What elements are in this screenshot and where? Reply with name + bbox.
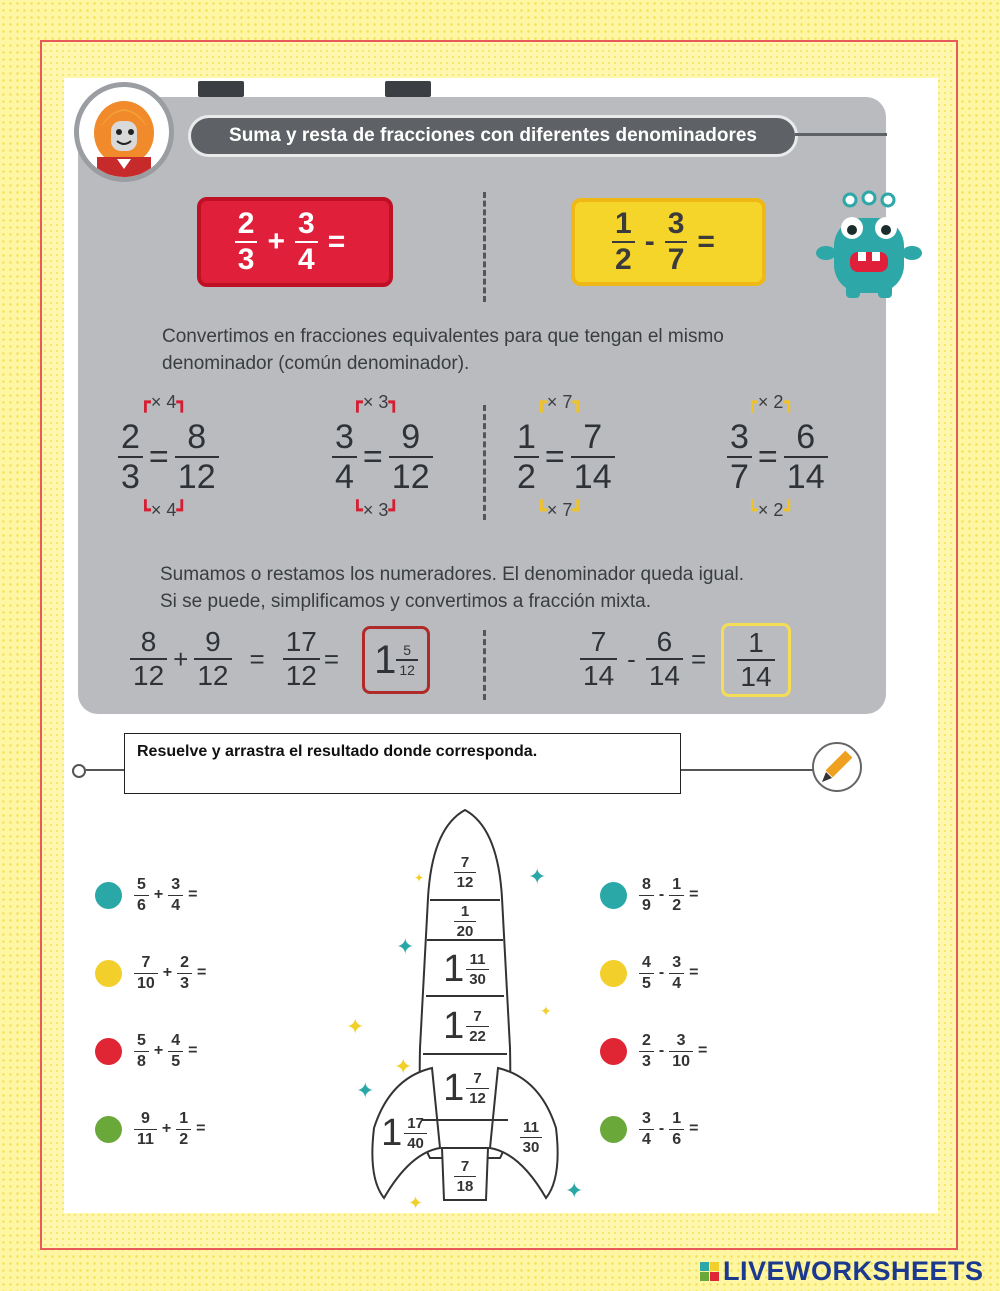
fraction: $\frac{3}{7}$ [727,420,752,494]
fraction: $\frac{17}{12}$ [283,628,320,690]
sparkle-icon: ✦ [396,934,415,959]
fraction: $\frac{7}{14}$ [580,628,617,690]
sparkle-icon: ✦ [346,1014,365,1039]
color-dot [95,960,122,987]
fraction: $\frac{8}{12}$ [130,628,167,690]
fraction: $\frac{9}{12}$ [194,628,231,690]
instruction-equivalents [162,323,724,377]
rocket-slot-bottom[interactable]: $\frac{7}{18}$ [446,1152,484,1200]
instruction-line: Sumamos o restamos los numeradores. El denominador queda igual. [160,564,745,585]
sparkle-icon: ✦ [540,1003,552,1019]
instruction-line: Convertimos en fracciones equivalentes para que tengan el mismo [162,326,724,347]
equivalent-fraction-1: ┏× 4┓ $\frac{2}{3}$ = $\frac{8}{12}$ ┗× 4┛ [118,392,248,527]
sparkle-icon: ✦ [528,864,547,889]
fraction: $\frac{3}{4}$ [332,420,357,494]
rocket-slot-1[interactable]: $\frac{7}{12}$ [445,848,485,896]
fraction: $\frac{6}{14}$ [646,628,683,690]
monster-mascot-icon [812,188,927,308]
exercise-item[interactable]: $\frac{5}{8}$ + $\frac{4}{5}$ = [95,1012,211,1090]
instruction-line: denominador (común denominador). [162,353,470,374]
color-dot [600,1116,627,1143]
logo-mark-icon [700,1262,719,1281]
color-dot [600,1038,627,1065]
rocket-slot-fin-left[interactable]: 1 $\frac{17}{40}$ [374,1104,434,1162]
sparkle-icon: ✦ [565,1178,584,1203]
rocket-slot-3[interactable]: 1 $\frac{11}{30}$ [430,942,502,996]
exercise-item[interactable]: $\frac{2}{3}$ - $\frac{3}{10}$ = [600,1012,712,1090]
color-dot [95,882,122,909]
divider [483,192,486,302]
exercise-item[interactable]: $\frac{4}{5}$ - $\frac{3}{4}$ = [600,934,712,1012]
sum-answer-box: 1 $\frac{5}{12}$ [362,626,430,694]
exercise-list-sums [95,856,211,1168]
lesson-title: Suma y resta de fracciones con diferentes denominadores [188,115,798,157]
rule-line [86,769,124,771]
fraction: $\frac{1}{2}$ [514,420,539,494]
liveworksheets-logo[interactable] [700,1256,984,1287]
subtraction-problem-card [571,198,766,286]
equivalent-fraction-3: ┏× 7┓ $\frac{1}{2}$ = $\frac{7}{14}$ ┗× 7┛ [514,392,644,527]
rocket-slot-2[interactable]: $\frac{1}{20}$ [445,902,485,940]
equivalent-fraction-2: ┏× 3┓ $\frac{3}{4}$ = $\frac{9}{12}$ ┗× 3┛ [332,392,462,527]
divider [483,630,486,700]
equals-sign: = [697,225,715,258]
exercise-item[interactable]: $\frac{3}{4}$ - $\frac{1}{6}$ = [600,1090,712,1168]
rocket-slot-5[interactable]: 1 $\frac{7}{12}$ [430,1058,502,1118]
fraction: $\frac{9}{12}$ [389,420,433,494]
fraction: $\frac{2}{3}$ [118,420,143,494]
pencil-icon [812,742,862,792]
teacher-avatar [74,82,174,182]
binder-clip-left [198,81,244,97]
equivalent-fraction-4: ┏× 2┓ $\frac{3}{7}$ = $\frac{6}{14}$ ┗× 2┛ [727,392,857,527]
color-dot [600,882,627,909]
exercise-item[interactable]: $\frac{7}{10}$ + $\frac{2}{3}$ = [95,934,211,1012]
fraction: $\frac{3}{7}$ [665,209,688,275]
subtraction-result-row: $\frac{7}{14}$ - $\frac{6}{14}$ = [580,628,714,690]
instruction-operate [160,561,744,615]
logo-text: LIVEWORKSHEETS [723,1256,984,1286]
subtraction-answer-box: $\frac{1}{14}$ [721,623,791,697]
divider [483,405,486,520]
fraction: $\frac{6}{14}$ [784,420,828,494]
title-rule [795,133,887,136]
color-dot [95,1038,122,1065]
rocket-slot-4[interactable]: 1 $\frac{7}{22}$ [430,998,502,1054]
exercise-item[interactable]: $\frac{5}{6}$ + $\frac{3}{4}$ = [95,856,211,934]
sparkle-icon: ✦ [408,1193,424,1213]
exercise-item[interactable]: $\frac{9}{11}$ + $\frac{1}{2}$ = [95,1090,211,1168]
minus-sign: - [644,225,655,258]
exercise-list-subtractions [600,856,712,1168]
sparkle-icon: ✦ [414,871,425,885]
fraction: $\frac{3}{4}$ [295,209,318,275]
fraction: $\frac{8}{12}$ [175,420,219,494]
rule-start-dot [72,764,86,778]
rocket-slot-fin-right[interactable]: $\frac{11}{30}$ [510,1114,552,1160]
fraction: $\frac{2}{3}$ [235,209,258,275]
sparkle-icon: ✦ [356,1078,375,1103]
color-dot [600,960,627,987]
equals-sign: = [327,225,346,258]
sparkle-icon: ✦ [394,1054,413,1079]
sum-result-row: $\frac{8}{12}$ + $\frac{9}{12}$ = $\frac{17}{12}$ = [130,628,343,690]
exercise-item[interactable]: $\frac{8}{9}$ - $\frac{1}{2}$ = [600,856,712,934]
fraction: $\frac{1}{2}$ [612,209,635,275]
rule-line [681,769,813,771]
color-dot [95,1116,122,1143]
sum-problem-card [197,197,393,287]
exercise-instruction: Resuelve y arrastra el resultado donde corresponda. [124,733,681,794]
instruction-line: Si se puede, simplificamos y convertimos a fracción mixta. [160,591,652,612]
plus-sign: + [267,225,285,258]
fraction: $\frac{7}{14}$ [571,420,615,494]
binder-clip-right [385,81,431,97]
